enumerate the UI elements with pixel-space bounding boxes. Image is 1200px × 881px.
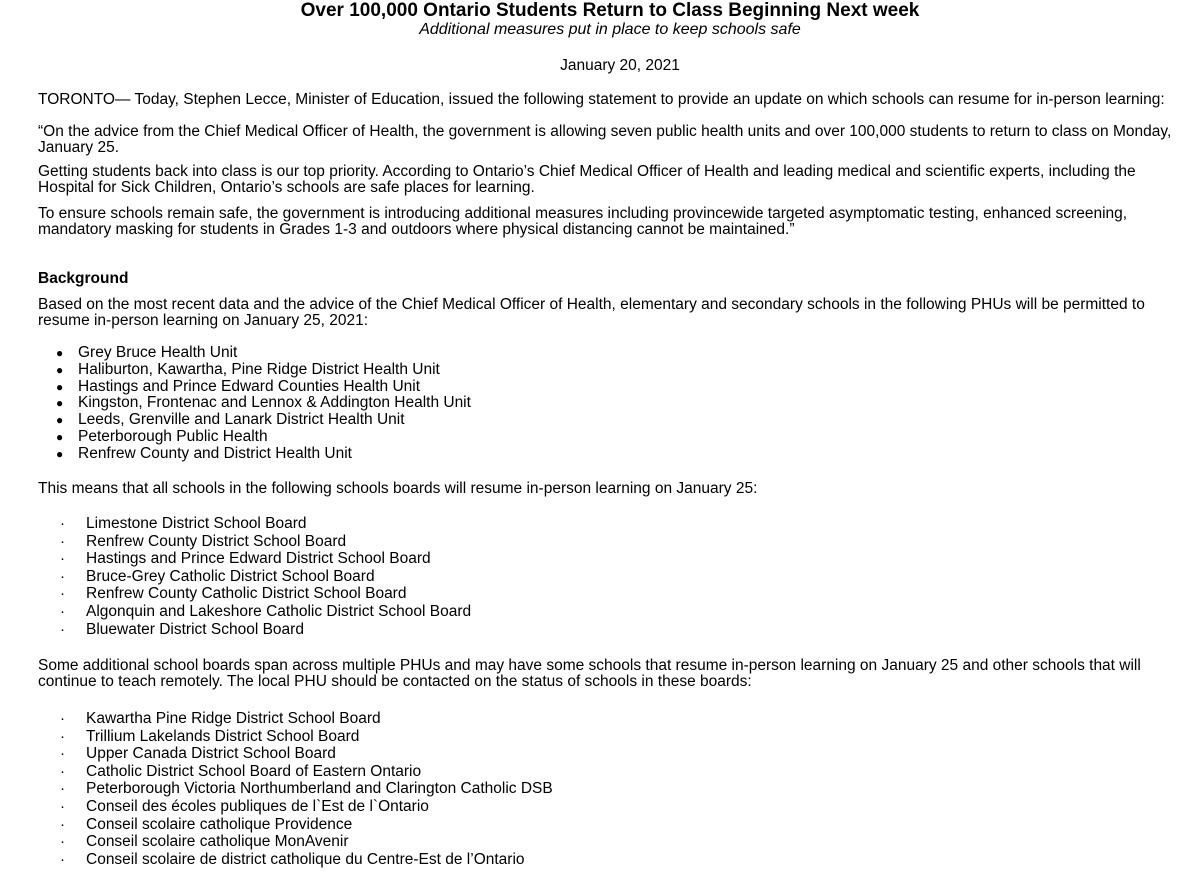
multi-board-list-item: · Kawartha Pine Ridge District School Board bbox=[60, 710, 553, 728]
phu-list-item: ● Grey Bruce Health Unit bbox=[56, 345, 471, 362]
release-date: January 20, 2021 bbox=[560, 57, 680, 74]
intro-paragraph: TORONTO— Today, Stephen Lecce, Minister of Education, issued the following statement to provide an update on which schools can resume for in-person learning: bbox=[38, 91, 1165, 108]
quote-paragraph-3: To ensure schools remain safe, the government is introducing additional measures including provincewide targeted asymptomatic testing, enhanced screening, mandatory masking for students in Grades 1-3 and outdoors where physical distancing cannot be maintained.” bbox=[38, 205, 1128, 238]
multi-board-list-item: · Conseil scolaire catholique Providence bbox=[60, 816, 553, 834]
board-list-item: · Hastings and Prince Edward District School Board bbox=[60, 550, 471, 568]
multi-board-list-item: · Conseil des écoles publiques de l`Est de l`Ontario bbox=[60, 798, 553, 816]
board-list-item: · Renfrew County District School Board bbox=[60, 533, 471, 551]
phu-list-item: ● Hastings and Prince Edward Counties Health Unit bbox=[56, 379, 471, 396]
board-list-item: · Limestone District School Board bbox=[60, 515, 471, 533]
multi-phu-boards-list bbox=[60, 710, 553, 868]
multi-phu-paragraph: Some additional school boards span across multiple PHUs and may have some schools that resume in-person learning on January 25 and other schools that will continue to teach remotely. The local PHU should be contacted on the status of schools in these boards: bbox=[38, 657, 1141, 690]
boards-list bbox=[60, 515, 471, 638]
background-heading: Background bbox=[38, 270, 129, 287]
multi-board-list-item: · Catholic District School Board of Eastern Ontario bbox=[60, 763, 553, 781]
phu-list-item: ● Peterborough Public Health bbox=[56, 429, 471, 446]
background-paragraph: Based on the most recent data and the advice of the Chief Medical Officer of Health, elementary and secondary schools in the following PHUs will be permitted to resume in-person learning on January 25, 2021: bbox=[38, 296, 1145, 329]
phu-list-item: ● Kingston, Frontenac and Lennox & Addington Health Unit bbox=[56, 395, 471, 412]
phu-list-item: ● Leeds, Grenville and Lanark District Health Unit bbox=[56, 412, 471, 429]
boards-intro-paragraph: This means that all schools in the following schools boards will resume in-person learning on January 25: bbox=[38, 480, 758, 497]
multi-board-list-item: · Conseil scolaire catholique MonAvenir bbox=[60, 833, 553, 851]
quote-paragraph-2: Getting students back into class is our top priority. According to Ontario’s Chief Medical Officer of Health and leading medical and scientific experts, including the Hospital for Sick Children, Ontario’s schools are safe places for learning. bbox=[38, 163, 1136, 196]
multi-board-list-item: · Upper Canada District School Board bbox=[60, 745, 553, 763]
board-list-item: · Renfrew County Catholic District School Board bbox=[60, 585, 471, 603]
board-list-item: · Bluewater District School Board bbox=[60, 621, 471, 639]
page-subtitle: Additional measures put in place to keep schools safe bbox=[419, 21, 801, 38]
phu-list bbox=[56, 345, 471, 463]
page-title: Over 100,000 Ontario Students Return to Class Beginning Next week bbox=[300, 0, 920, 21]
board-list-item: · Bruce-Grey Catholic District School Board bbox=[60, 568, 471, 586]
phu-list-item: ● Renfrew County and District Health Unit bbox=[56, 446, 471, 463]
multi-board-list-item: · Peterborough Victoria Northumberland and Clarington Catholic DSB bbox=[60, 780, 553, 798]
board-list-item: · Algonquin and Lakeshore Catholic District School Board bbox=[60, 603, 471, 621]
multi-board-list-item: · Trillium Lakelands District School Board bbox=[60, 728, 553, 746]
phu-list-item: ● Haliburton, Kawartha, Pine Ridge District Health Unit bbox=[56, 362, 471, 379]
quote-paragraph-1: “On the advice from the Chief Medical Officer of Health, the government is allowing seven public health units and over 100,000 students to return to class on Monday, January 25. bbox=[38, 123, 1172, 156]
multi-board-list-item: · Conseil scolaire de district catholique du Centre-Est de l’Ontario bbox=[60, 851, 553, 869]
